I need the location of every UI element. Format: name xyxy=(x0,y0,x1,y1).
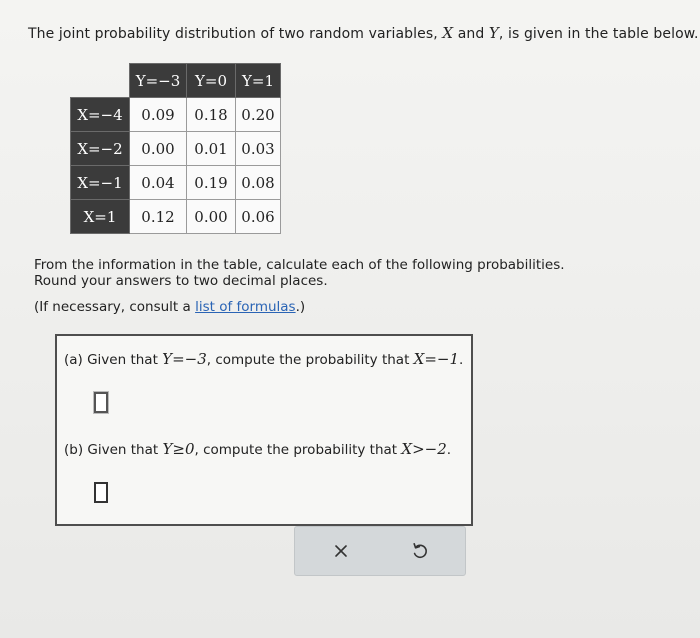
instructions-line-2: Round your answers to two decimal places. xyxy=(34,273,328,289)
answer-b-input[interactable] xyxy=(94,482,108,503)
table-cell: 0.08 xyxy=(236,166,281,200)
question-b-label: (b) Given that xyxy=(64,442,163,458)
instructions xyxy=(34,257,565,289)
instructions-line-1: From the information in the table, calculate each of the following probabilities. xyxy=(34,257,565,273)
intro-and: and xyxy=(453,26,489,42)
col-header-y-1: Y=1 xyxy=(236,64,281,98)
clear-button[interactable] xyxy=(326,536,356,566)
undo-button[interactable] xyxy=(405,536,435,566)
table-row xyxy=(71,132,281,166)
table-cell: 0.09 xyxy=(130,98,187,132)
col-header-y-neg3: Y=−3 xyxy=(130,64,187,98)
question-a-label: (a) Given that xyxy=(64,352,163,368)
question-a-condition: Y=−3 xyxy=(162,350,207,368)
row-header: X=−1 xyxy=(71,166,130,200)
table-cell: 0.04 xyxy=(130,166,187,200)
var-x: X xyxy=(442,24,454,42)
row-header: X=−4 xyxy=(71,98,130,132)
question-a-end: . xyxy=(459,352,464,368)
row-header: X=1 xyxy=(71,200,130,234)
table-cell: 0.00 xyxy=(130,132,187,166)
question-b-middle: , compute the probability that xyxy=(194,442,402,458)
formula-hint xyxy=(34,299,305,315)
question-b xyxy=(64,440,451,458)
table-header-row xyxy=(71,64,281,98)
intro-prefix: The joint probability distribution of two random variables, xyxy=(28,26,443,42)
hint-suffix: .) xyxy=(295,299,306,315)
col-header-y-0: Y=0 xyxy=(187,64,236,98)
table-cell: 0.00 xyxy=(187,200,236,234)
row-header: X=−2 xyxy=(71,132,130,166)
joint-probability-table xyxy=(70,63,281,234)
intro-text xyxy=(28,24,699,42)
table-row xyxy=(71,200,281,234)
question-a-middle: , compute the probability that xyxy=(206,352,414,368)
question-b-condition: Y≥0 xyxy=(162,440,195,458)
formulas-link[interactable]: list of formulas xyxy=(195,299,296,315)
question-a-target: X=−1 xyxy=(413,350,460,368)
table-cell: 0.20 xyxy=(236,98,281,132)
intro-suffix: , is given in the table below. xyxy=(498,26,699,42)
table-cell: 0.01 xyxy=(187,132,236,166)
question-b-target: X>−2 xyxy=(401,440,447,458)
table-cell: 0.18 xyxy=(187,98,236,132)
question-a xyxy=(64,350,463,368)
table-cell: 0.06 xyxy=(236,200,281,234)
var-y: Y xyxy=(488,24,499,42)
table-row xyxy=(71,98,281,132)
answer-a-input[interactable] xyxy=(94,392,108,413)
table-cell: 0.03 xyxy=(236,132,281,166)
question-b-end: . xyxy=(446,442,452,458)
undo-icon xyxy=(405,536,435,566)
question-panel xyxy=(55,334,473,526)
action-bar xyxy=(294,526,466,576)
close-icon xyxy=(326,536,356,566)
hint-prefix: (If necessary, consult a xyxy=(34,299,196,315)
table-row xyxy=(71,166,281,200)
table-cell: 0.12 xyxy=(130,200,187,234)
table-corner xyxy=(71,64,130,98)
table-cell: 0.19 xyxy=(187,166,236,200)
